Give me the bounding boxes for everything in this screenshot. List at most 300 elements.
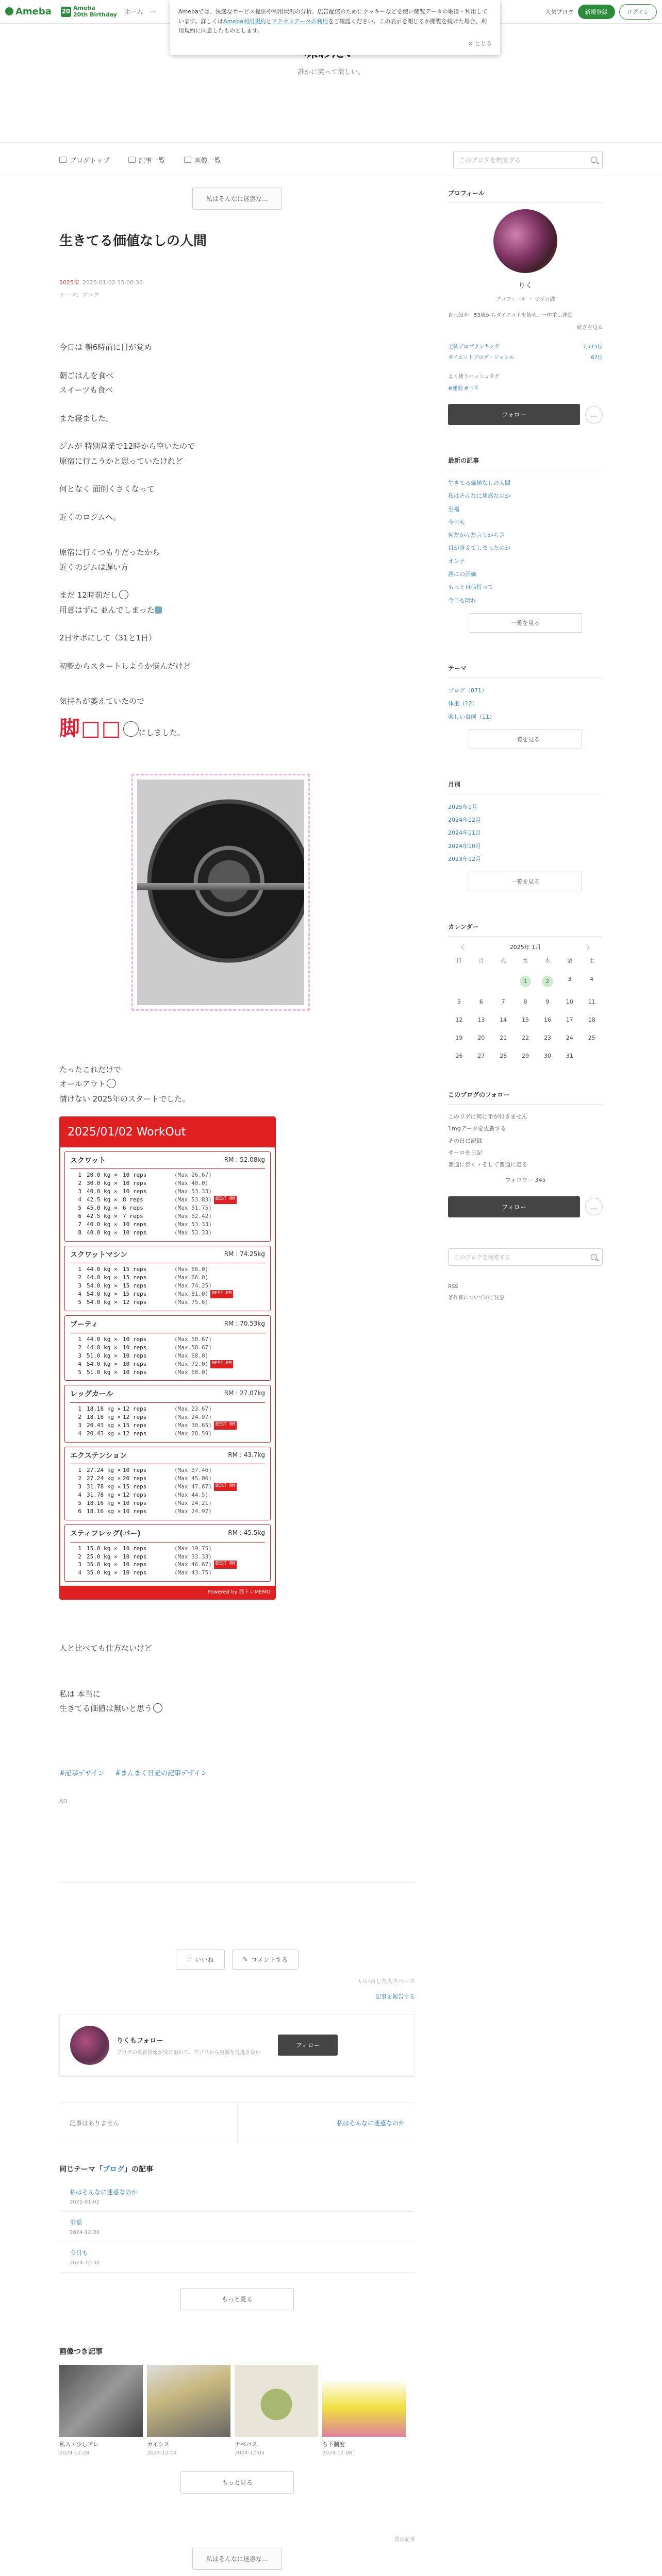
comment-button[interactable]: ✎ コメントする bbox=[232, 1950, 299, 1970]
more-button[interactable]: 一覧を見る bbox=[469, 872, 582, 891]
latest-article-link[interactable]: 今日も bbox=[448, 518, 465, 526]
prev-month-icon[interactable]: 〈 bbox=[458, 944, 464, 951]
body-paragraph: たったこれだけで オールアウト 情けない 2025年のスタートでした。 bbox=[59, 1064, 190, 1104]
set-reps: 10 reps bbox=[123, 1172, 147, 1179]
best-rm-badge: BEST RM bbox=[214, 1196, 237, 1204]
set-weight: 40.0 kg × bbox=[87, 1229, 118, 1236]
same-theme-list bbox=[59, 2181, 415, 2273]
profile-more-link[interactable]: 続きを見る bbox=[577, 325, 603, 331]
calendar-weekday: 金 bbox=[567, 957, 573, 964]
ameba-20th-icon: 20 bbox=[61, 7, 71, 17]
hashtag-list bbox=[59, 1768, 415, 1777]
blog-search-input[interactable]: このブログを検索する bbox=[453, 151, 603, 168]
header-actions bbox=[545, 4, 657, 20]
calendar-weekday: 月 bbox=[478, 957, 484, 964]
article-photo-frame bbox=[131, 774, 310, 1011]
set-row bbox=[70, 1221, 265, 1229]
image-article-card[interactable]: 私ス・少しアレ 2024-12-28 bbox=[59, 2365, 143, 2456]
set-reps: 10 reps bbox=[123, 1467, 147, 1474]
calendar-day[interactable] bbox=[581, 1035, 603, 1041]
follower-count: フォロワー 345 bbox=[505, 1176, 546, 1183]
set-weight: 54.0 kg × bbox=[87, 1360, 118, 1367]
month-link[interactable]: 2025年1月 bbox=[448, 803, 477, 810]
set-max: (Max 66.0) bbox=[174, 1266, 209, 1273]
calendar-weekday: 水 bbox=[522, 957, 528, 964]
set-row bbox=[70, 1282, 265, 1290]
calendar-day-number[interactable]: 16 bbox=[543, 1016, 551, 1024]
next-article-link[interactable]: 私はそんなに迷惑なのか bbox=[237, 2103, 416, 2143]
body-paragraph: 私は 本当に 生きてる価値は無いと思う bbox=[59, 1687, 415, 1716]
set-reps: 10 reps bbox=[123, 1188, 147, 1195]
exercise-block bbox=[64, 1315, 271, 1381]
set-weight: 44.0 kg × bbox=[87, 1266, 118, 1273]
latest-article-link[interactable]: 生きてる価値なしの人間 bbox=[448, 480, 510, 486]
profile-description: 自己紹介：53歳からダイエットを始め、一体重…運動 bbox=[448, 313, 573, 318]
like-button[interactable]: ♡ いいね bbox=[176, 1950, 225, 1970]
highlight-text: 脚□□ bbox=[59, 716, 122, 740]
exercise-header bbox=[70, 1449, 265, 1465]
terms-link[interactable]: Ameba利用規約 bbox=[223, 18, 266, 25]
calendar-day-number[interactable]: 9 bbox=[545, 998, 550, 1006]
set-row bbox=[70, 1290, 265, 1298]
calendar-day[interactable] bbox=[536, 1053, 558, 1059]
set-row bbox=[70, 1405, 265, 1413]
workout-card[interactable] bbox=[59, 1116, 276, 1600]
set-row bbox=[70, 1561, 265, 1569]
workout-footer: Powered by 筋トレMEMO bbox=[60, 1586, 275, 1599]
set-max: (Max 24.21) bbox=[174, 1500, 212, 1507]
profile-heading: プロフィール bbox=[448, 189, 603, 203]
calendar-day-number[interactable]: 24 bbox=[566, 1035, 573, 1042]
body-paragraph: 近くのロジムへ。 bbox=[59, 512, 121, 522]
set-number: 4 bbox=[78, 1430, 81, 1437]
calendar-day-number[interactable]: 17 bbox=[566, 1016, 573, 1024]
access-data-link[interactable]: アクセスデータの利用 bbox=[271, 18, 328, 25]
search-icon[interactable] bbox=[591, 157, 597, 163]
set-number: 7 bbox=[78, 1221, 81, 1228]
calendar-day-number[interactable]: 30 bbox=[543, 1053, 551, 1060]
next-article-button[interactable]: 私はそんなに迷惑な… bbox=[192, 188, 282, 210]
comment-icon: ✎ bbox=[242, 1956, 248, 1963]
set-reps: 20 reps bbox=[123, 1475, 147, 1482]
theme-heading: テーマ bbox=[448, 664, 603, 678]
calendar-day[interactable] bbox=[448, 1053, 470, 1059]
latest-article-link[interactable]: オンナ bbox=[448, 557, 465, 565]
calendar-day-number[interactable]: 4 bbox=[590, 976, 594, 983]
follow-ad-item[interactable]: このリグに何に手が付きません bbox=[448, 1113, 527, 1121]
set-number: 3 bbox=[78, 1421, 81, 1429]
theme-list bbox=[448, 684, 603, 723]
set-number: 3 bbox=[78, 1352, 81, 1359]
image-article-card[interactable]: ナベパス 2024-12-05 bbox=[235, 2365, 318, 2456]
calendar-day-number[interactable]: 21 bbox=[500, 1035, 507, 1042]
next-article-button[interactable]: 私はそんなに迷惑な… bbox=[192, 2548, 282, 2570]
set-number: 2 bbox=[78, 1344, 81, 1351]
follow-ad-item[interactable]: サーロを日記 bbox=[448, 1149, 482, 1156]
calendar-day-number[interactable]: 18 bbox=[588, 1016, 595, 1024]
exercise-rm: RM : 74.25kg bbox=[224, 1250, 265, 1258]
set-number: 2 bbox=[78, 1413, 81, 1420]
latest-heading: 最新の記事 bbox=[448, 456, 603, 470]
set-reps: 8 reps bbox=[123, 1196, 143, 1204]
set-reps: 10 reps bbox=[123, 1344, 147, 1351]
set-reps: 10 reps bbox=[123, 1352, 147, 1359]
calendar-day[interactable] bbox=[558, 976, 581, 987]
set-max: (Max 68.0) bbox=[174, 1352, 209, 1359]
set-number: 1 bbox=[78, 1266, 81, 1273]
calendar-day[interactable] bbox=[558, 1016, 581, 1023]
calendar-day-number[interactable]: 10 bbox=[566, 998, 573, 1006]
calendar-day bbox=[470, 976, 492, 987]
cookie-text: Amebaでは、快適なサービス提供や利用状況の分析、広告配信のためにクッキーなどを使い閲覧データの取得・利用しています。詳しくはAmeba利用規約とアクセスデータの利用をご確認ください。この表示を閉じるか閲覧を続けた場合、利用規約に同意したものとします。 bbox=[178, 8, 488, 35]
set-weight: 40.0 kg × bbox=[87, 1188, 118, 1195]
calendar-heading: カレンダー bbox=[448, 922, 603, 937]
set-max: (Max 81.0) bbox=[174, 1291, 209, 1298]
emoji-icon bbox=[107, 1079, 116, 1088]
set-weight: 42.5 kg × bbox=[87, 1196, 118, 1204]
report-link[interactable]: 記事を報告する bbox=[375, 1993, 415, 2000]
body-paragraph: 気持ちが萎えていたので bbox=[59, 697, 145, 706]
blog-top-link[interactable]: ブログトップ bbox=[59, 155, 110, 165]
calendar-day[interactable] bbox=[536, 976, 558, 987]
calendar-day[interactable] bbox=[581, 976, 603, 987]
hashtag-items[interactable]: #運動 #下半 bbox=[448, 386, 479, 392]
follow-ad-list bbox=[448, 1111, 603, 1170]
set-row bbox=[70, 1344, 265, 1352]
calendar-day[interactable] bbox=[515, 976, 537, 987]
calendar-day-number[interactable]: 11 bbox=[588, 998, 595, 1006]
set-max: (Max 53.33) bbox=[174, 1221, 212, 1228]
more-button[interactable]: もっと見る bbox=[180, 2288, 294, 2310]
calendar-day[interactable] bbox=[492, 1035, 515, 1041]
calendar-day[interactable] bbox=[515, 1016, 537, 1023]
month-link[interactable]: 2023年12月 bbox=[448, 856, 481, 863]
set-weight: 30.0 kg × bbox=[87, 1180, 118, 1187]
set-number: 1 bbox=[78, 1172, 81, 1179]
calendar-day-number[interactable]: 25 bbox=[588, 1035, 595, 1042]
calendar-day[interactable] bbox=[470, 1053, 492, 1059]
list-item[interactable]: 至福 2024-12-30 bbox=[59, 2212, 415, 2242]
set-row bbox=[70, 1483, 265, 1491]
set-weight: 25.0 kg × bbox=[87, 1553, 118, 1560]
ameba-logo[interactable]: Ameba bbox=[5, 6, 52, 17]
follow-ad-item[interactable]: その日に記録 bbox=[448, 1137, 482, 1144]
month-link[interactable]: 2024年10月 bbox=[448, 842, 481, 850]
body-paragraph: 原宿に行くつもりだったから 近くのジムは遅い方 bbox=[59, 548, 160, 572]
month-list bbox=[448, 801, 603, 866]
calendar-day-number[interactable]: 15 bbox=[521, 1016, 529, 1024]
set-row bbox=[70, 1188, 265, 1196]
image-articles bbox=[59, 2365, 415, 2456]
calendar-day[interactable] bbox=[581, 998, 603, 1005]
body-paragraph: 今日は 朝6時前に目が覚め bbox=[59, 343, 152, 352]
calendar-day bbox=[581, 1053, 603, 1059]
more-button[interactable]: 一覧を見る bbox=[469, 730, 582, 749]
article-body bbox=[59, 340, 415, 1716]
list-item[interactable]: 私はそんなに迷惑なのか 2025-01-02 bbox=[59, 2181, 415, 2212]
calendar-day-number[interactable]: 19 bbox=[455, 1035, 463, 1042]
follow-button[interactable]: フォロー bbox=[278, 2035, 337, 2056]
set-row bbox=[70, 1204, 265, 1212]
set-weight: 18.16 kg × bbox=[87, 1508, 121, 1515]
calendar-day-number[interactable]: 6 bbox=[479, 998, 483, 1006]
nav-more[interactable]: ー bbox=[150, 8, 156, 15]
body-paragraph: 人と比べても仕方ないけど bbox=[59, 1643, 153, 1653]
set-number: 1 bbox=[78, 1545, 81, 1552]
calendar-day[interactable] bbox=[448, 1016, 470, 1023]
set-reps: 10 reps bbox=[123, 1553, 147, 1560]
set-reps: 12 reps bbox=[123, 1299, 147, 1306]
follow-ad-item[interactable]: 1mgデータを更新する bbox=[448, 1125, 506, 1132]
set-reps: 12 reps bbox=[123, 1492, 147, 1499]
set-number: 5 bbox=[78, 1299, 81, 1306]
ranking-row[interactable]: ダイエットブログ・ジャンル 67位 bbox=[448, 355, 603, 361]
best-rm-badge: BEST RM bbox=[214, 1421, 237, 1430]
calendar-day[interactable] bbox=[536, 1035, 558, 1041]
hashtag-link[interactable]: #まんまく日記の記事デザイン bbox=[115, 1769, 208, 1777]
follow-ad-item[interactable]: 普通に歩く・そして普通に走る bbox=[448, 1161, 527, 1168]
more-options-icon[interactable]: … bbox=[585, 1198, 603, 1215]
calendar-day[interactable] bbox=[448, 1035, 470, 1041]
article-list-link[interactable]: 記事一覧 bbox=[128, 155, 166, 165]
sidebar-footer-links bbox=[448, 1281, 603, 1304]
popular-blog-link[interactable]: 人気ブログ bbox=[545, 8, 574, 15]
set-weight: 54.0 kg × bbox=[87, 1282, 118, 1290]
calendar-day-number[interactable]: 26 bbox=[455, 1053, 463, 1060]
calendar-day[interactable] bbox=[558, 1053, 581, 1059]
exercise-block bbox=[64, 1447, 271, 1520]
latest-list bbox=[448, 477, 603, 607]
latest-article-link[interactable]: 私はそんなに迷惑なのか bbox=[448, 493, 510, 500]
set-row bbox=[70, 1171, 265, 1179]
set-weight: 54.0 kg × bbox=[87, 1299, 118, 1306]
ad-label: AD bbox=[59, 1798, 68, 1805]
more-options-icon[interactable]: … bbox=[585, 406, 603, 423]
image-article-card[interactable]: カイシス 2024-12-04 bbox=[147, 2365, 230, 2456]
set-number: 4 bbox=[78, 1291, 81, 1298]
calendar-day[interactable] bbox=[470, 998, 492, 1005]
prev-article: 記事はありません bbox=[70, 2119, 120, 2127]
calendar-day[interactable] bbox=[492, 998, 515, 1005]
set-weight: 44.0 kg × bbox=[87, 1344, 118, 1351]
calendar-day-number[interactable]: 20 bbox=[477, 1035, 485, 1042]
body-paragraph: 朝ごはんを食べ スイーツも食べ bbox=[59, 370, 114, 395]
set-reps: 12 reps bbox=[123, 1413, 147, 1420]
calendar-day-number[interactable]: 7 bbox=[501, 998, 505, 1006]
calendar-day[interactable] bbox=[515, 998, 537, 1005]
set-reps: 15 reps bbox=[123, 1291, 147, 1298]
latest-article-link[interactable]: 誰にの評価 bbox=[448, 571, 476, 578]
sidebar-search-input[interactable]: このブログを検索する bbox=[448, 1248, 603, 1266]
login-button[interactable]: ログイン bbox=[619, 4, 657, 20]
camera-icon bbox=[184, 157, 191, 163]
set-number: 1 bbox=[78, 1335, 81, 1343]
latest-article-link[interactable]: 至福 bbox=[448, 505, 459, 513]
calendar-day[interactable] bbox=[492, 1053, 515, 1059]
latest-article-link[interactable]: 何だかんだ言うからさ bbox=[448, 532, 505, 539]
calendar-day bbox=[492, 976, 515, 987]
set-reps: 15 reps bbox=[123, 1282, 147, 1290]
set-max: (Max 74.25) bbox=[174, 1282, 212, 1290]
body-paragraph: 初乾からスタートしようか悩んだけど bbox=[59, 661, 191, 671]
copyright-link[interactable]: 著作権についてのご注意 bbox=[448, 1295, 505, 1301]
set-weight: 31.78 kg × bbox=[87, 1483, 121, 1490]
more-button[interactable]: 一覧を見る bbox=[469, 613, 582, 633]
next-month-icon[interactable]: 〉 bbox=[587, 944, 592, 951]
set-row bbox=[70, 1360, 265, 1368]
set-number: 3 bbox=[78, 1188, 81, 1195]
calendar-day-number[interactable]: 28 bbox=[500, 1053, 507, 1060]
set-number: 3 bbox=[78, 1483, 81, 1490]
calendar-day[interactable] bbox=[515, 1053, 537, 1059]
theme-link[interactable]: ブログ（871） bbox=[448, 687, 487, 694]
follow-button[interactable]: フォロー bbox=[448, 404, 580, 425]
ameba-20th-line1: Ameba bbox=[73, 5, 95, 12]
set-max: (Max 58.67) bbox=[174, 1344, 212, 1351]
theme-link[interactable]: 楽しい事例（11） bbox=[448, 713, 495, 720]
set-max: (Max 26.67) bbox=[174, 1172, 212, 1179]
calendar-day-number[interactable]: 31 bbox=[566, 1053, 573, 1060]
set-number: 8 bbox=[78, 1229, 81, 1236]
like-users-link[interactable]: いいねした人スペース bbox=[358, 1977, 415, 1985]
calendar-weekday: 土 bbox=[589, 957, 595, 964]
set-max: (Max 19.75) bbox=[174, 1545, 212, 1552]
register-button[interactable]: 新規登録 bbox=[578, 5, 615, 19]
calendar-day-number[interactable]: 8 bbox=[523, 998, 527, 1006]
set-number: 5 bbox=[78, 1205, 81, 1212]
set-row bbox=[70, 1298, 265, 1307]
set-max: (Max 72.0) bbox=[174, 1360, 209, 1367]
set-reps: 12 reps bbox=[123, 1430, 147, 1437]
calendar-day[interactable] bbox=[470, 1035, 492, 1041]
image-article-card[interactable]: ち下制度 2024-12-08 bbox=[322, 2365, 406, 2456]
more-button[interactable]: もっと見る bbox=[180, 2471, 294, 2494]
calendar-day-number[interactable]: 29 bbox=[521, 1053, 529, 1060]
calendar-day-number[interactable]: 13 bbox=[477, 1016, 485, 1024]
set-weight: 35.0 kg × bbox=[87, 1569, 118, 1577]
calendar-day[interactable] bbox=[536, 998, 558, 1005]
calendar-day[interactable] bbox=[536, 1016, 558, 1023]
exercise-rm: RM : 45.5kg bbox=[228, 1529, 265, 1537]
calendar-day-number[interactable]: 27 bbox=[477, 1053, 485, 1060]
side-follow-row bbox=[448, 404, 603, 425]
avatar[interactable] bbox=[493, 209, 557, 273]
profile-name[interactable]: りく bbox=[518, 282, 533, 290]
calendar-day[interactable] bbox=[492, 1016, 515, 1023]
calendar-day[interactable] bbox=[558, 1035, 581, 1041]
rss-link[interactable]: RSS bbox=[448, 1283, 458, 1290]
list-item[interactable]: 今日も 2024-12-30 bbox=[59, 2242, 415, 2273]
image-articles-heading: 画像つき記事 bbox=[59, 2347, 103, 2356]
set-row bbox=[70, 1545, 265, 1553]
calendar-day-number[interactable]: 14 bbox=[500, 1016, 507, 1024]
set-row bbox=[70, 1507, 265, 1516]
set-reps: 10 reps bbox=[123, 1569, 147, 1577]
set-number: 3 bbox=[78, 1282, 81, 1290]
global-nav bbox=[124, 7, 156, 16]
calendar-day[interactable] bbox=[470, 1016, 492, 1023]
calendar-day-number[interactable]: 12 bbox=[455, 1016, 463, 1024]
ranking-row[interactable]: 全体ブログランキング 7,115位 bbox=[448, 344, 603, 350]
set-weight: 20.43 kg × bbox=[87, 1430, 121, 1437]
set-row bbox=[70, 1368, 265, 1377]
calendar-day-number[interactable]: 5 bbox=[457, 998, 461, 1006]
ameba-20th-logo[interactable] bbox=[61, 5, 117, 18]
divider bbox=[59, 1882, 415, 1883]
latest-article-link[interactable]: もっと自信持って bbox=[448, 584, 493, 591]
list-icon bbox=[128, 157, 136, 163]
set-reps: 6 reps bbox=[123, 1205, 143, 1212]
latest-article-link[interactable]: 目が冴えてしまったのか bbox=[448, 545, 510, 552]
set-number: 2 bbox=[78, 1274, 81, 1281]
set-weight: 51.0 kg × bbox=[87, 1368, 118, 1376]
set-row bbox=[70, 1569, 265, 1577]
latest-article-link[interactable]: 今日も晴れ bbox=[448, 597, 476, 604]
set-max: (Max 58.67) bbox=[174, 1335, 212, 1343]
set-reps: 10 reps bbox=[123, 1180, 147, 1187]
month-link[interactable]: 2024年11月 bbox=[448, 829, 481, 837]
calendar-day-number[interactable]: 2 bbox=[542, 976, 553, 987]
avatar[interactable] bbox=[70, 2026, 109, 2065]
body-paragraph: まだ 12時前だし 用意はずに 並んでしまった bbox=[59, 588, 415, 617]
set-reps: 15 reps bbox=[123, 1421, 147, 1429]
month-heading: 月別 bbox=[448, 780, 603, 794]
set-row bbox=[70, 1274, 265, 1282]
barbell-photo[interactable] bbox=[137, 779, 304, 1005]
theme-link[interactable]: 体重（12） bbox=[448, 700, 478, 707]
calendar-day-number[interactable]: 3 bbox=[568, 976, 572, 983]
nav-home[interactable]: ホーム bbox=[124, 8, 143, 15]
calendar-day[interactable] bbox=[581, 1016, 603, 1023]
set-max: (Max 53.83) bbox=[174, 1196, 212, 1204]
calendar-day-number[interactable]: 23 bbox=[543, 1035, 551, 1042]
set-weight: 40.0 kg × bbox=[87, 1221, 118, 1228]
calendar-day-number[interactable]: 1 bbox=[520, 976, 531, 987]
set-reps: 10 reps bbox=[123, 1545, 147, 1552]
set-max: (Max 28.59) bbox=[174, 1430, 212, 1437]
set-number: 3 bbox=[78, 1561, 81, 1568]
calendar-day-number[interactable]: 22 bbox=[521, 1035, 529, 1042]
calendar-day[interactable] bbox=[558, 998, 581, 1005]
search-icon[interactable] bbox=[591, 1254, 597, 1260]
set-max: (Max 44.5) bbox=[174, 1492, 209, 1499]
article-theme[interactable]: テーマ：ブログ bbox=[59, 292, 99, 298]
profile-sub: プロフィール ・ ビダ日課 bbox=[495, 297, 555, 302]
body-paragraph: ジムが 特別営業で12時から空いたので 原宿に行こうかと思っていたけれど bbox=[59, 442, 195, 466]
workout-title: 2025/01/02 WorkOut bbox=[60, 1117, 275, 1147]
best-rm-badge: BEST RM bbox=[210, 1290, 233, 1298]
set-reps: 10 reps bbox=[123, 1500, 147, 1507]
set-reps: 10 reps bbox=[123, 1561, 147, 1568]
follow-button[interactable]: フォロー bbox=[448, 1196, 580, 1217]
set-row bbox=[70, 1335, 265, 1344]
image-list-link[interactable]: 画像一覧 bbox=[184, 155, 221, 165]
main-column bbox=[59, 176, 415, 2576]
set-weight: 44.0 kg × bbox=[87, 1335, 118, 1343]
hashtag-link[interactable]: #記事デザイン bbox=[59, 1769, 105, 1777]
set-number: 4 bbox=[78, 1569, 81, 1577]
calendar-day[interactable] bbox=[448, 998, 470, 1005]
cookie-consent-popup bbox=[170, 0, 500, 55]
follow-ad-heading: このブログのフォロー bbox=[448, 1090, 603, 1105]
set-weight: 31.78 kg × bbox=[87, 1492, 121, 1499]
month-link[interactable]: 2024年12月 bbox=[448, 817, 481, 824]
article-date-label: 2025年 bbox=[59, 279, 79, 286]
cookie-close-button[interactable]: × とじる bbox=[468, 40, 492, 47]
exercise-name: レッグカール bbox=[70, 1390, 113, 1399]
calendar-day[interactable] bbox=[515, 1035, 537, 1041]
set-row bbox=[70, 1179, 265, 1188]
